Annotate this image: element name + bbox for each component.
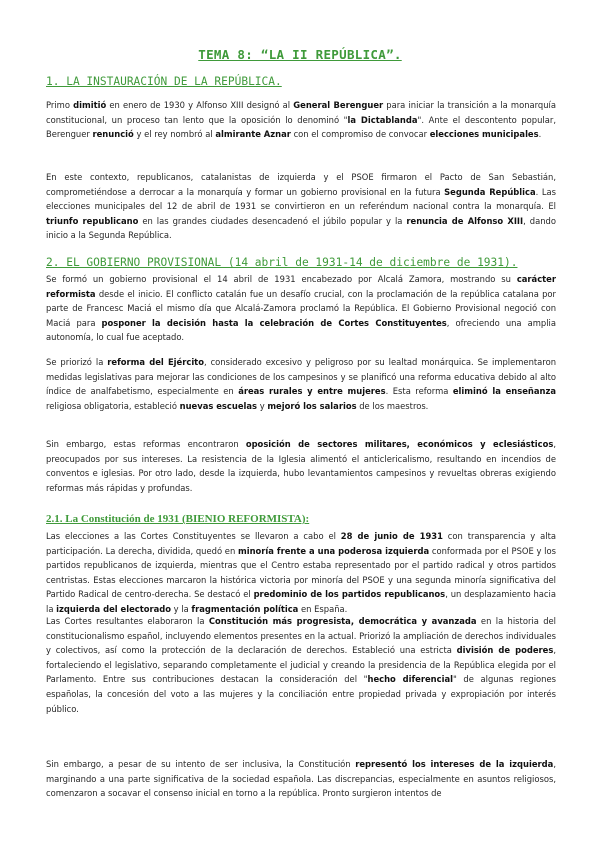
bold-text: eliminó la enseñanza bbox=[452, 386, 557, 397]
text-run: " de algunas regiones españolas, la concesión del voto a las mujeres y la conciliación entre propiedad privada y expropiación por interés público. bbox=[46, 674, 556, 714]
text-run: Las Cortes resultantes elaboraron la bbox=[46, 616, 209, 626]
bold-text: izquierda del electorado bbox=[56, 603, 172, 614]
text-run: desde el inicio. El conflicto catalán fue un desafío crucial, con la proclamación de la república catalana por parte de Francesc Maciá el mismo día que Alcalá-Zamora proclamó la República. El Gobierno Provisional negoció con Maciá para bbox=[46, 288, 556, 328]
text-run: con el compromiso de convocar bbox=[290, 129, 430, 140]
bold-text: General Berenguer bbox=[293, 100, 384, 110]
bold-text: 28 de junio de 1931 bbox=[340, 531, 443, 541]
text-run: en enero de 1930 y Alfonso XIII designó al bbox=[106, 100, 294, 110]
text-run: de los maestros. bbox=[356, 400, 429, 411]
section-2-paragraph-3 bbox=[46, 437, 556, 495]
text-run: religiosa obligatoria, estableció bbox=[46, 400, 180, 411]
section-2-heading: 2. EL GOBIERNO PROVISIONAL (14 abril de 1931-14 de diciembre de 1931). bbox=[46, 256, 518, 269]
text-run: , marginando a una parte significativa de la sociedad española. Las discrepancias, especialmente en asuntos religiosos, comenzaron a socavar el consenso inicial en torno a la república. Pronto surgieron intentos de bbox=[46, 759, 556, 799]
bold-text: carácter reformista bbox=[46, 274, 556, 299]
bold-text: renuncia de Alfonso XIII bbox=[406, 215, 524, 226]
bold-text: predominio de los partidos republicanos bbox=[253, 589, 446, 600]
text-run: y bbox=[257, 400, 268, 411]
bold-text: elecciones municipales bbox=[429, 129, 539, 140]
bold-text: almirante Aznar bbox=[215, 129, 291, 140]
text-run: en España. bbox=[298, 603, 348, 614]
text-run: , un desplazamiento hacia la bbox=[46, 589, 556, 614]
section-2-1-paragraph-1 bbox=[46, 529, 556, 617]
bold-text: nuevas escuelas bbox=[179, 400, 258, 411]
text-run: . Esta reforma bbox=[385, 386, 453, 397]
bold-text: fragmentación política bbox=[191, 603, 299, 614]
text-run: para iniciar la transición a la monarquía constitucional, un proceso tan lento que la oposición lo denominó " bbox=[46, 100, 557, 125]
bold-text: áreas rurales y entre mujeres bbox=[238, 386, 386, 397]
bold-text: Constitución más progresista, democrática y avanzada bbox=[208, 616, 477, 626]
section-2-paragraph-2 bbox=[46, 355, 556, 413]
text-run: , fortaleciendo el legislativo, separando completamente el judicial y creando la presidencia de la República elegida por el Parlamento. Entre sus contribuciones destacan la consideración del " bbox=[46, 645, 556, 685]
text-run: Las elecciones a las Cortes Constituyentes se llevaron a cabo el bbox=[46, 531, 341, 541]
text-run: con transparencia y alta participación. La derecha, dividida, quedó en bbox=[46, 531, 556, 556]
section-1-paragraph-1 bbox=[46, 98, 556, 142]
section-2-paragraph-1 bbox=[46, 272, 556, 345]
bold-text: representó los intereses de la izquierda bbox=[355, 759, 554, 769]
text-run: , considerado excesivo y peligroso por su lealtad monárquica. Se implementaron medidas legislativas para mejorar las condiciones de los campesinos y se planificó una reforma educativa debido al alto índice de analfabetismo, especialmente en bbox=[46, 357, 556, 397]
text-run: ". Ante el descontento popular, Berenguer bbox=[46, 114, 556, 140]
bold-text: renunció bbox=[92, 129, 134, 140]
text-run: Se priorizó la bbox=[46, 357, 108, 367]
bold-text: oposición de sectores militares, económicos y eclesiásticos bbox=[245, 439, 554, 449]
text-run: Sin embargo, a pesar de su intento de ser inclusiva, la Constitución bbox=[46, 759, 356, 769]
section-2-1-heading: 2.1. La Constitución de 1931 (BIENIO REFORMISTA): bbox=[46, 513, 310, 525]
text-run: , dando inicio a la Segunda República. bbox=[46, 215, 556, 241]
text-run: . bbox=[538, 129, 542, 140]
bold-text: reforma del Ejército bbox=[107, 357, 204, 367]
text-run: , ofreciendo una amplia autonomía, lo cual fue aceptado. bbox=[46, 317, 556, 343]
text-run: En este contexto, republicanos, catalanistas de izquierda y el PSOE firmaron el Pacto de San Sebastián, comprometiéndose a derrocar a la monarquía y formar un gobierno provisional en la futura bbox=[46, 172, 556, 197]
bold-text: dimitió bbox=[73, 100, 107, 110]
section-1-heading: 1. LA INSTAURACIÓN DE LA REPÚBLICA. bbox=[46, 75, 282, 88]
bold-text: hecho diferencial bbox=[367, 674, 453, 685]
bold-text: posponer la decisión hasta la celebración de Cortes Constituyentes bbox=[101, 317, 447, 328]
bold-text: Segunda República bbox=[444, 186, 536, 197]
section-2-1-paragraph-2 bbox=[46, 614, 556, 716]
section-2-1-paragraph-3 bbox=[46, 757, 556, 801]
text-run: Sin embargo, estas reformas encontraron bbox=[46, 439, 246, 449]
text-run: . Las elecciones municipales del 12 de abril de 1931 se convirtieron en un referéndum nacional contra la monarquía. El bbox=[46, 186, 556, 212]
text-run: Primo bbox=[46, 100, 74, 110]
text-run: conformada por el PSOE y los partidos republicanos de izquierda, mientras que el Centro estaba representado por el partido radical y otros partidos centristas. Estas elecciones marcaron la histórica victoria por minoría del PSOE y una segunda minoría significativa del Partido Radical de centro-derecha. Se destacó el bbox=[46, 545, 556, 600]
section-1-paragraph-2 bbox=[46, 170, 556, 243]
bold-text: triunfo republicano bbox=[46, 215, 139, 226]
bold-text: minoría frente a una poderosa izquierda bbox=[237, 545, 430, 556]
text-run: Se formó un gobierno provisional el 14 abril de 1931 encabezado por Alcalá Zamora, mostrando su bbox=[46, 274, 517, 284]
text-run: , preocupados por sus intereses. La resistencia de la Iglesia alimentó el anticlericalismo, resultando en incendios de conventos e iglesias. Por otro lado, desde la izquierda, hubo levantamientos campesinos y revueltas obreras exigiendo reformas más rápidas y profundas. bbox=[46, 439, 556, 493]
bold-text: división de poderes bbox=[456, 645, 554, 656]
text-run: en la historia del constitucionalismo español, incluyendo elementos presentes en la actual. Priorizó la ampliación de derechos individuales y colectivos, así como la protección de la declaración de derechos. Estableció una estricta bbox=[46, 616, 556, 656]
text-run: y la bbox=[171, 603, 192, 614]
document-title: TEMA 8: “LA II REPÚBLICA”. bbox=[198, 47, 402, 62]
text-run: en las grandes ciudades desencadenó el júbilo popular y la bbox=[138, 215, 407, 226]
bold-text: la Dictablanda bbox=[347, 114, 418, 125]
bold-text: mejoró los salarios bbox=[267, 400, 357, 411]
text-run: y el rey nombró al bbox=[133, 129, 216, 140]
